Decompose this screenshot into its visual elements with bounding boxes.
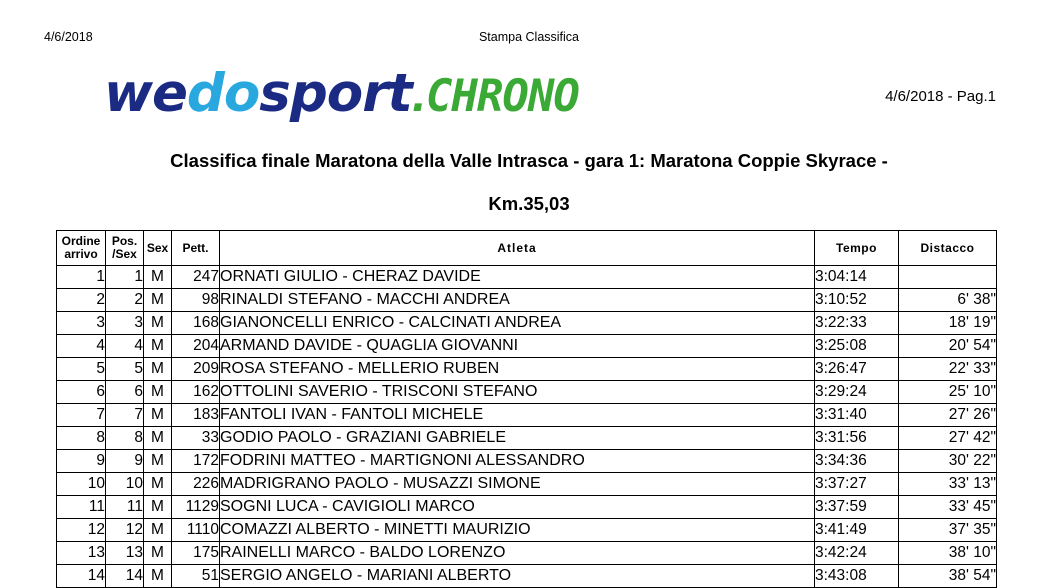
cell-pettorale: 51	[172, 565, 220, 588]
cell-tempo: 3:43:08	[815, 565, 899, 588]
column-header-pos-line1: Pos.	[111, 234, 138, 248]
cell-distacco: 38' 54"	[899, 565, 997, 588]
cell-tempo: 3:31:56	[815, 427, 899, 450]
column-header-ordine-arrivo	[57, 231, 106, 266]
cell-atleta: ROSA STEFANO - MELLERIO RUBEN	[220, 358, 815, 381]
table-row	[57, 358, 997, 381]
cell-tempo: 3:34:36	[815, 450, 899, 473]
cell-tempo: 3:37:59	[815, 496, 899, 519]
cell-distacco: 20' 54"	[899, 335, 997, 358]
cell-pettorale: 226	[172, 473, 220, 496]
cell-distacco: 25' 10"	[899, 381, 997, 404]
cell-atleta: SOGNI LUCA - CAVIGIOLI MARCO	[220, 496, 815, 519]
cell-distacco: 37' 35"	[899, 519, 997, 542]
column-header-ordine-line2: arrivo	[64, 247, 98, 261]
cell-atleta: RINALDI STEFANO - MACCHI ANDREA	[220, 289, 815, 312]
wedosport-chrono-logo	[104, 63, 579, 124]
cell-distacco: 33' 45"	[899, 496, 997, 519]
cell-pos-sex: 4	[106, 335, 144, 358]
table-row	[57, 496, 997, 519]
cell-pos-sex: 12	[106, 519, 144, 542]
cell-pos-sex: 5	[106, 358, 144, 381]
table-row	[57, 565, 997, 588]
cell-distacco: 30' 22"	[899, 450, 997, 473]
cell-tempo: 3:29:24	[815, 381, 899, 404]
cell-pettorale: 162	[172, 381, 220, 404]
table-row	[57, 312, 997, 335]
cell-pos-sex: 9	[106, 450, 144, 473]
cell-tempo: 3:04:14	[815, 266, 899, 289]
logo-text-chrono: CHRONO	[425, 71, 579, 122]
cell-atleta: OTTOLINI SAVERIO - TRISCONI STEFANO	[220, 381, 815, 404]
cell-distacco: 38' 10"	[899, 542, 997, 565]
table-row	[57, 335, 997, 358]
cell-distacco: 22' 33"	[899, 358, 997, 381]
cell-sex: M	[144, 565, 172, 588]
logo-text-d: d	[186, 63, 224, 124]
cell-distacco: 27' 26"	[899, 404, 997, 427]
results-table-body	[57, 266, 997, 588]
cell-pettorale: 183	[172, 404, 220, 427]
cell-pettorale: 1110	[172, 519, 220, 542]
cell-pettorale: 204	[172, 335, 220, 358]
cell-atleta: FODRINI MATTEO - MARTIGNONI ALESSANDRO	[220, 450, 815, 473]
cell-pettorale: 98	[172, 289, 220, 312]
table-row	[57, 542, 997, 565]
cell-pos-sex: 14	[106, 565, 144, 588]
cell-atleta: RAINELLI MARCO - BALDO LORENZO	[220, 542, 815, 565]
cell-ordine-arrivo: 6	[57, 381, 106, 404]
cell-sex: M	[144, 404, 172, 427]
cell-atleta: COMAZZI ALBERTO - MINETTI MAURIZIO	[220, 519, 815, 542]
cell-sex: M	[144, 381, 172, 404]
cell-pettorale: 209	[172, 358, 220, 381]
cell-pos-sex: 3	[106, 312, 144, 335]
column-header-sex: Sex	[144, 231, 172, 266]
table-row	[57, 381, 997, 404]
cell-sex: M	[144, 519, 172, 542]
cell-sex: M	[144, 496, 172, 519]
cell-tempo: 3:42:24	[815, 542, 899, 565]
cell-ordine-arrivo: 13	[57, 542, 106, 565]
cell-tempo: 3:41:49	[815, 519, 899, 542]
table-row	[57, 473, 997, 496]
cell-sex: M	[144, 335, 172, 358]
cell-sex: M	[144, 427, 172, 450]
cell-ordine-arrivo: 14	[57, 565, 106, 588]
cell-pos-sex: 10	[106, 473, 144, 496]
cell-ordine-arrivo: 8	[57, 427, 106, 450]
cell-distacco: 18' 19"	[899, 312, 997, 335]
logo-text-we: we	[104, 63, 187, 124]
cell-ordine-arrivo: 9	[57, 450, 106, 473]
classification-title-line1: Classifica finale Maratona della Valle Intrasca - gara 1: Maratona Coppie Skyrace -	[170, 150, 888, 171]
cell-tempo: 3:22:33	[815, 312, 899, 335]
table-row	[57, 289, 997, 312]
cell-distacco: 6' 38"	[899, 289, 997, 312]
cell-ordine-arrivo: 1	[57, 266, 106, 289]
column-header-tempo: Tempo	[815, 231, 899, 266]
column-header-distacco: Distacco	[899, 231, 997, 266]
column-header-pos-line2: /Sex	[112, 247, 137, 261]
cell-atleta: FANTOLI IVAN - FANTOLI MICHELE	[220, 404, 815, 427]
logo-text-sport: sport	[259, 63, 412, 124]
cell-distacco	[899, 266, 997, 289]
cell-ordine-arrivo: 3	[57, 312, 106, 335]
column-header-ordine-line1: Ordine	[61, 234, 101, 248]
cell-pettorale: 175	[172, 542, 220, 565]
page-header	[0, 30, 1058, 46]
cell-atleta: GODIO PAOLO - GRAZIANI GABRIELE	[220, 427, 815, 450]
cell-tempo: 3:10:52	[815, 289, 899, 312]
cell-sex: M	[144, 450, 172, 473]
cell-ordine-arrivo: 11	[57, 496, 106, 519]
cell-atleta: GIANONCELLI ENRICO - CALCINATI ANDREA	[220, 312, 815, 335]
cell-ordine-arrivo: 10	[57, 473, 106, 496]
table-row	[57, 450, 997, 473]
header-date: 4/6/2018	[44, 30, 93, 44]
cell-pos-sex: 6	[106, 381, 144, 404]
table-header-row	[57, 231, 997, 266]
cell-pos-sex: 8	[106, 427, 144, 450]
table-row	[57, 404, 997, 427]
table-row	[57, 266, 997, 289]
cell-pettorale: 1129	[172, 496, 220, 519]
cell-pettorale: 168	[172, 312, 220, 335]
cell-atleta: SERGIO ANGELO - MARIANI ALBERTO	[220, 565, 815, 588]
cell-pettorale: 33	[172, 427, 220, 450]
cell-tempo: 3:37:27	[815, 473, 899, 496]
cell-ordine-arrivo: 12	[57, 519, 106, 542]
column-header-pos-sex	[106, 231, 144, 266]
cell-sex: M	[144, 473, 172, 496]
cell-atleta: ORNATI GIULIO - CHERAZ DAVIDE	[220, 266, 815, 289]
header-title: Stampa Classifica	[478, 30, 580, 44]
cell-ordine-arrivo: 2	[57, 289, 106, 312]
table-row	[57, 519, 997, 542]
results-table	[56, 230, 997, 588]
cell-ordine-arrivo: 4	[57, 335, 106, 358]
column-header-pettorale: Pett.	[172, 231, 220, 266]
cell-distacco: 33' 13"	[899, 473, 997, 496]
cell-sex: M	[144, 358, 172, 381]
page-number-label: 4/6/2018 - Pag.1	[885, 88, 996, 105]
cell-pos-sex: 2	[106, 289, 144, 312]
cell-pettorale: 247	[172, 266, 220, 289]
cell-tempo: 3:25:08	[815, 335, 899, 358]
cell-ordine-arrivo: 7	[57, 404, 106, 427]
results-table-container	[56, 230, 996, 588]
cell-atleta: ARMAND DAVIDE - QUAGLIA GIOVANNI	[220, 335, 815, 358]
column-header-atleta: Atleta	[220, 231, 815, 266]
cell-sex: M	[144, 312, 172, 335]
cell-pos-sex: 1	[106, 266, 144, 289]
cell-pos-sex: 7	[106, 404, 144, 427]
cell-pos-sex: 11	[106, 496, 144, 519]
table-row	[57, 427, 997, 450]
cell-sex: M	[144, 266, 172, 289]
logo-text-dot: .	[411, 75, 426, 121]
logo-text-o: o	[223, 63, 260, 124]
classification-title-line2: Km.35,03	[488, 193, 570, 214]
cell-tempo: 3:31:40	[815, 404, 899, 427]
cell-pos-sex: 13	[106, 542, 144, 565]
cell-sex: M	[144, 542, 172, 565]
cell-atleta: MADRIGRANO PAOLO - MUSAZZI SIMONE	[220, 473, 815, 496]
cell-distacco: 27' 42"	[899, 427, 997, 450]
cell-tempo: 3:26:47	[815, 358, 899, 381]
cell-sex: M	[144, 289, 172, 312]
cell-pettorale: 172	[172, 450, 220, 473]
cell-ordine-arrivo: 5	[57, 358, 106, 381]
